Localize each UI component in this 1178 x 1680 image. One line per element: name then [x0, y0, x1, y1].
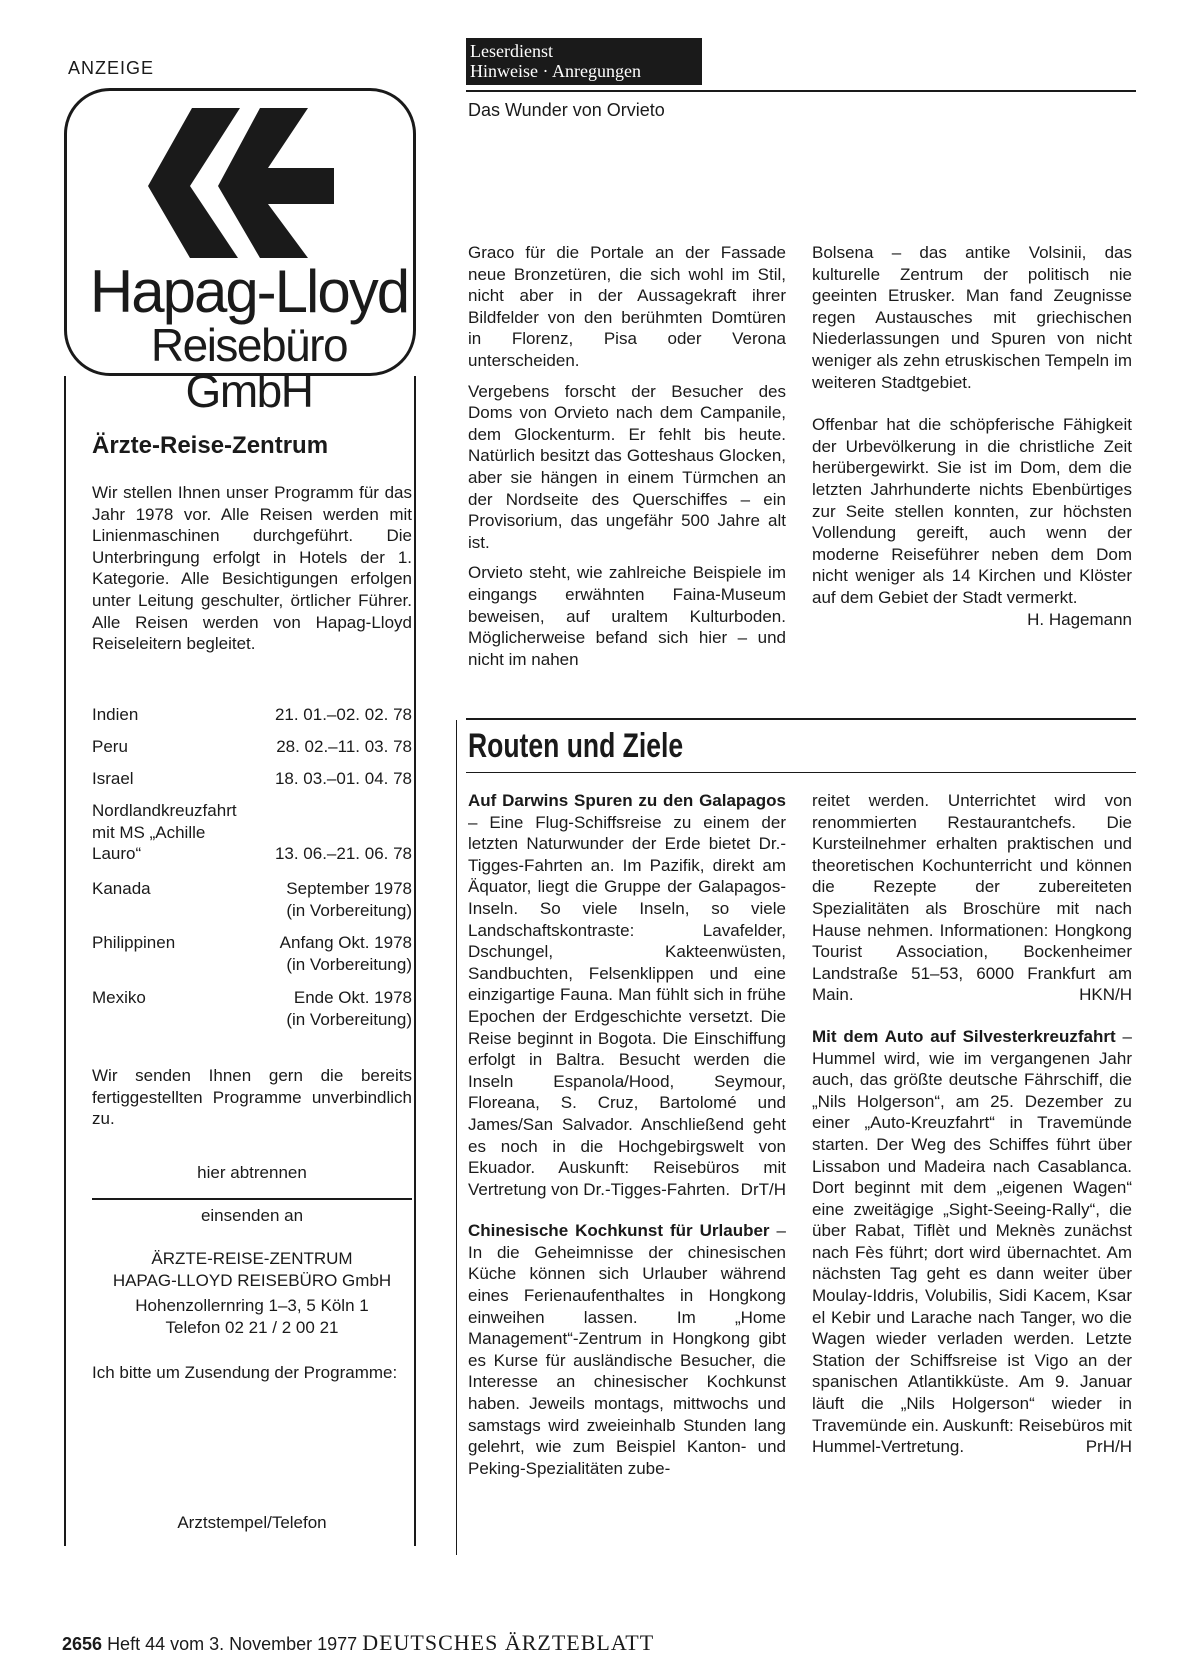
article-paragraph: Bolsena – das antike Volsinii, das kulturelle Zentrum der politisch nie geeinten Etrusker. Man fand Zeugnisse regen Austausches mit griechischen Niederlassungen und Spuren von nicht weniger als zehn etruskischen Tempeln im weiteren Stadtgebiet.: [812, 243, 1132, 392]
destination-row: [92, 987, 412, 1031]
destination-name: [92, 800, 237, 865]
routen-item-body: – Eine Flug-Schiffsreise zu einem der letzten Naturwunder der Erde bietet Dr.-Tigges-Fahrten an. Im Pazifik, direkt am Äquator, liegt die Gruppe der Galapagos-Inseln. So viele Inseln, so viele Landschaftskontraste: Lavafelder, Dschungel, Kakteenwüsten, Sandbuchten, Felsenklippen und eine einzigartige Fauna. Man fühlt sich in frühe Epochen der Erdgeschichte versetzt. Die Reise beginnt in Bogota. Die Einschiffung erfolgt in Baltra. Besucht werden die Inseln Espanola/Hood, Seymour, Floreana, S. Cruz, Bartolomé und James/San Salvador. Anschließend geht es noch in die Hochgebirgswelt von Ekuador. Auskunft: Reisebüros mit Vertretung von Dr.-Tigges-Fahrten.: [468, 812, 786, 1199]
destination-date-line: Ende Okt. 1978: [293, 988, 412, 1007]
article-paragraph: Vergebens forscht der Besucher des Doms von Orvieto nach dem Campanile, dem Glockenturm. Er fehlt bis heute. Natürlich besitzt das Gotteshaus Glocken, aber sie hängen in einem Türmchen an der Nordseite des Querschiffes – ein Provisorium, das ungefähr 500 Jahre alt ist.: [468, 381, 786, 552]
issue-info: Heft 44 vom 3. November 1977: [107, 1634, 358, 1654]
routen-item-heading: Auf Darwins Spuren zu den Galapagos: [468, 791, 786, 810]
routen-item: [468, 1220, 786, 1479]
destination-row: [92, 878, 412, 922]
header-line: Leserdienst: [470, 41, 553, 61]
destination-name-line: mit MS „Achille: [92, 822, 206, 842]
article-column-left: [468, 242, 786, 670]
destination-date-line: (in Vorbereitung): [286, 1009, 412, 1029]
article-paragraph: [812, 414, 1132, 629]
destination-name: Peru: [92, 737, 128, 756]
page-number: 2656: [62, 1634, 103, 1654]
section-header: [466, 38, 702, 85]
destination-date: [286, 878, 412, 921]
destination-name: Mexiko: [92, 988, 146, 1007]
article-column-right: [812, 242, 1132, 630]
address-line: HAPAG-LLOYD REISEBÜRO GmbH: [112, 1270, 392, 1290]
destination-date-line: September 1978: [286, 879, 412, 898]
address-line: Telefon 02 21 / 2 00 21: [165, 1317, 339, 1337]
routen-item-body: – In die Geheimnisse der chinesischen Küche können sich Urlauber während eines Ferienaufenthaltes in Hongkong einweihen lassen. Im „Home Management“-Zentrum in Hongkong gibt es Kurse für ausländische Besucher, die Interesse an chinesischer Kochkunst haben. Jeweils montags, mittwochs und samstags wird zweieinhalb Stunden lang gelehrt, wie zum Beispiel Kanton- und Peking-Spezialitäten zube-: [468, 1221, 786, 1478]
destination-name: Indien: [92, 705, 139, 724]
routen-item-heading: Chinesische Kochkunst für Urlauber: [468, 1221, 770, 1241]
article-paragraph: Graco für die Portale an der Fassade neue Bronzetüren, die sich wohl im Stil, nicht aber in der Aussagekraft ihrer Bildfelder von den berühmten Domtüren in Florenz, Pisa oder Verona unterscheiden.: [468, 243, 786, 370]
article-author: H. Hagemann: [1027, 609, 1132, 629]
request-text: Ich bitte um Zusendung der Programme:: [92, 1363, 398, 1382]
section-title: Ärzte-Reise-Zentrum: [92, 432, 329, 459]
destination-name: Kanada: [92, 879, 151, 898]
routen-column-right: [812, 790, 1132, 1458]
header-line: Hinweise · Anregungen: [470, 61, 641, 81]
routen-item-sign: DrT/H: [740, 1179, 786, 1199]
destination-date: 13. 06.–21. 06. 78: [274, 844, 412, 863]
destination-date-line: Anfang Okt. 1978: [279, 933, 412, 952]
ad-outro: Wir senden Ihnen gern die bereits fertiggestellten Programme unverbindlich zu.: [92, 1066, 412, 1129]
destination-row: [92, 768, 412, 790]
routen-item-sign: HKN/H: [1079, 985, 1132, 1005]
hapag-lloyd-logo-icon: [148, 108, 334, 258]
destination-date: [280, 932, 412, 975]
stamp-label: Arztstempel/Telefon: [177, 1513, 327, 1532]
destination-date: 28. 02.–11. 03. 78: [276, 737, 412, 756]
routen-item: [812, 790, 1132, 1006]
ad-label: ANZEIGE: [68, 58, 155, 78]
routen-column-left: [468, 790, 786, 1479]
article-paragraph-text: Offenbar hat die schöpferische Fähigkeit der Urbevölkerung in die christliche Zeit herübergewirkt. Sie ist im Dom, dem die letzten Jahrhunderte nichts Ebenbürtiges zur Seite stellen konnten, zur höchsten Vollendung gereift, auch wenn der moderne Reiseführer neben dem Dom nicht weniger als 14 Kirchen und Klöster auf dem Gebiet der Stadt vermerkt.: [812, 415, 1132, 607]
destination-row: [92, 932, 412, 976]
destination-date: 21. 01.–02. 02. 78: [274, 705, 412, 724]
destination-date: [286, 987, 412, 1030]
address-line: Hohenzollernring 1–3, 5 Köln 1: [135, 1296, 369, 1316]
destination-date: 18. 03.–01. 04. 78: [274, 769, 412, 788]
destination-row: [92, 704, 412, 726]
destination-name: Israel: [92, 769, 134, 788]
routen-item-heading: Mit dem Auto auf Silvesterkreuzfahrt: [812, 1026, 1116, 1046]
destination-date-line: (in Vorbereitung): [286, 954, 412, 974]
destination-row: [92, 736, 412, 758]
ad-intro: Wir stellen Ihnen unser Programm für das Jahr 1978 vor. Alle Reisen werden mit Linienmaschinen durchgeführt. Die Unterbringung erfolgt in Hotels der 1. Kategorie. Alle Besichtigungen erfolgen unter Leitung geschulter, örtlicher Führer. Alle Reisen werden von Hapag-Lloyd Reiseleitern begleitet.: [92, 483, 412, 654]
brand-title: Hapag-Lloyd: [89, 258, 409, 325]
brand-subtitle: Reisebüro GmbH: [150, 319, 348, 417]
routen-item-body: reitet werden. Unterrichtet wird von renommierten Restaurantchefs. Die Kursteilnehmer erhalten praktischen und theoretischen Kochunterricht und können die Rezepte der zubereiteten Spezialitäten als Broschüre mit nach Hause nehmen. Informationen: Hongkong Tourist Association, Bockenheimer Landstraße 51–53, 6000 Frankfurt am Main.: [812, 791, 1132, 1005]
routen-item: [468, 790, 786, 1200]
send-label: einsenden an: [200, 1206, 304, 1225]
routen-title: Routen und Ziele: [468, 727, 684, 765]
cut-label: hier abtrennen: [197, 1163, 307, 1182]
routen-item: [812, 1026, 1132, 1458]
destination-name-line: Lauro“: [92, 844, 142, 864]
address-line: ÄRZTE-REISE-ZENTRUM: [151, 1249, 353, 1268]
destination-date-line: (in Vorbereitung): [286, 900, 412, 920]
journal-name: DEUTSCHES ÄRZTEBLATT: [362, 1630, 655, 1655]
header-rule: [466, 90, 1136, 92]
article-paragraph: Orvieto steht, wie zahlreiche Beispiele im eingangs erwähnten Faina-Museum beweisen, auf uraltem Kulturboden. Möglicherweise befand sich hier – und nicht im nahen: [468, 563, 786, 669]
page-footer: [62, 1630, 654, 1656]
address-block: [92, 1248, 412, 1338]
routen-item-body: – Hummel wird, wie im vergangenen Jahr auch, das größte deutsche Fährschiff, die „Nils Holgerson“, am 25. Dezember zu einer „Auto-Kreuzfahrt“ in Travemünde starten. Der Weg des Schiffes führt über Lissabon und Madeira nach Casablanca. Dort beginnt mit dem „eigenen Wagen“ eine zweitägige „Sight-Seeing-Rally“, die über Rabat, Tiflèt und Meknès zunächst nach Fès führt; dort wird übernachtet. Am nächsten Tag geht es dann weiter über Moulay-Iddris, Volubilis, Sidi Kacem, Ksar el Kebir und Larache nach Tanger, wo die Wagen wieder verladen werden. Letzte Station der Schiffsreise ist Vigo an der spanischen Atlantikküste. Am 9. Januar läuft die „Nils Holgerson“ wieder in Travemünde ein. Auskunft: Reisebüros mit Hummel-Vertretung.: [812, 1026, 1132, 1457]
routen-item-sign: PrH/H: [1085, 1437, 1132, 1457]
destination-row: [92, 800, 412, 866]
cut-line: [92, 1198, 412, 1200]
routen-rule-bottom: [466, 772, 1136, 773]
destination-name: Philippinen: [92, 933, 176, 952]
destination-name-line: Nordlandkreuzfahrt: [92, 801, 237, 820]
routen-rule-top: [466, 718, 1136, 720]
article-title: Das Wunder von Orvieto: [468, 100, 665, 120]
column-divider: [456, 720, 457, 1555]
